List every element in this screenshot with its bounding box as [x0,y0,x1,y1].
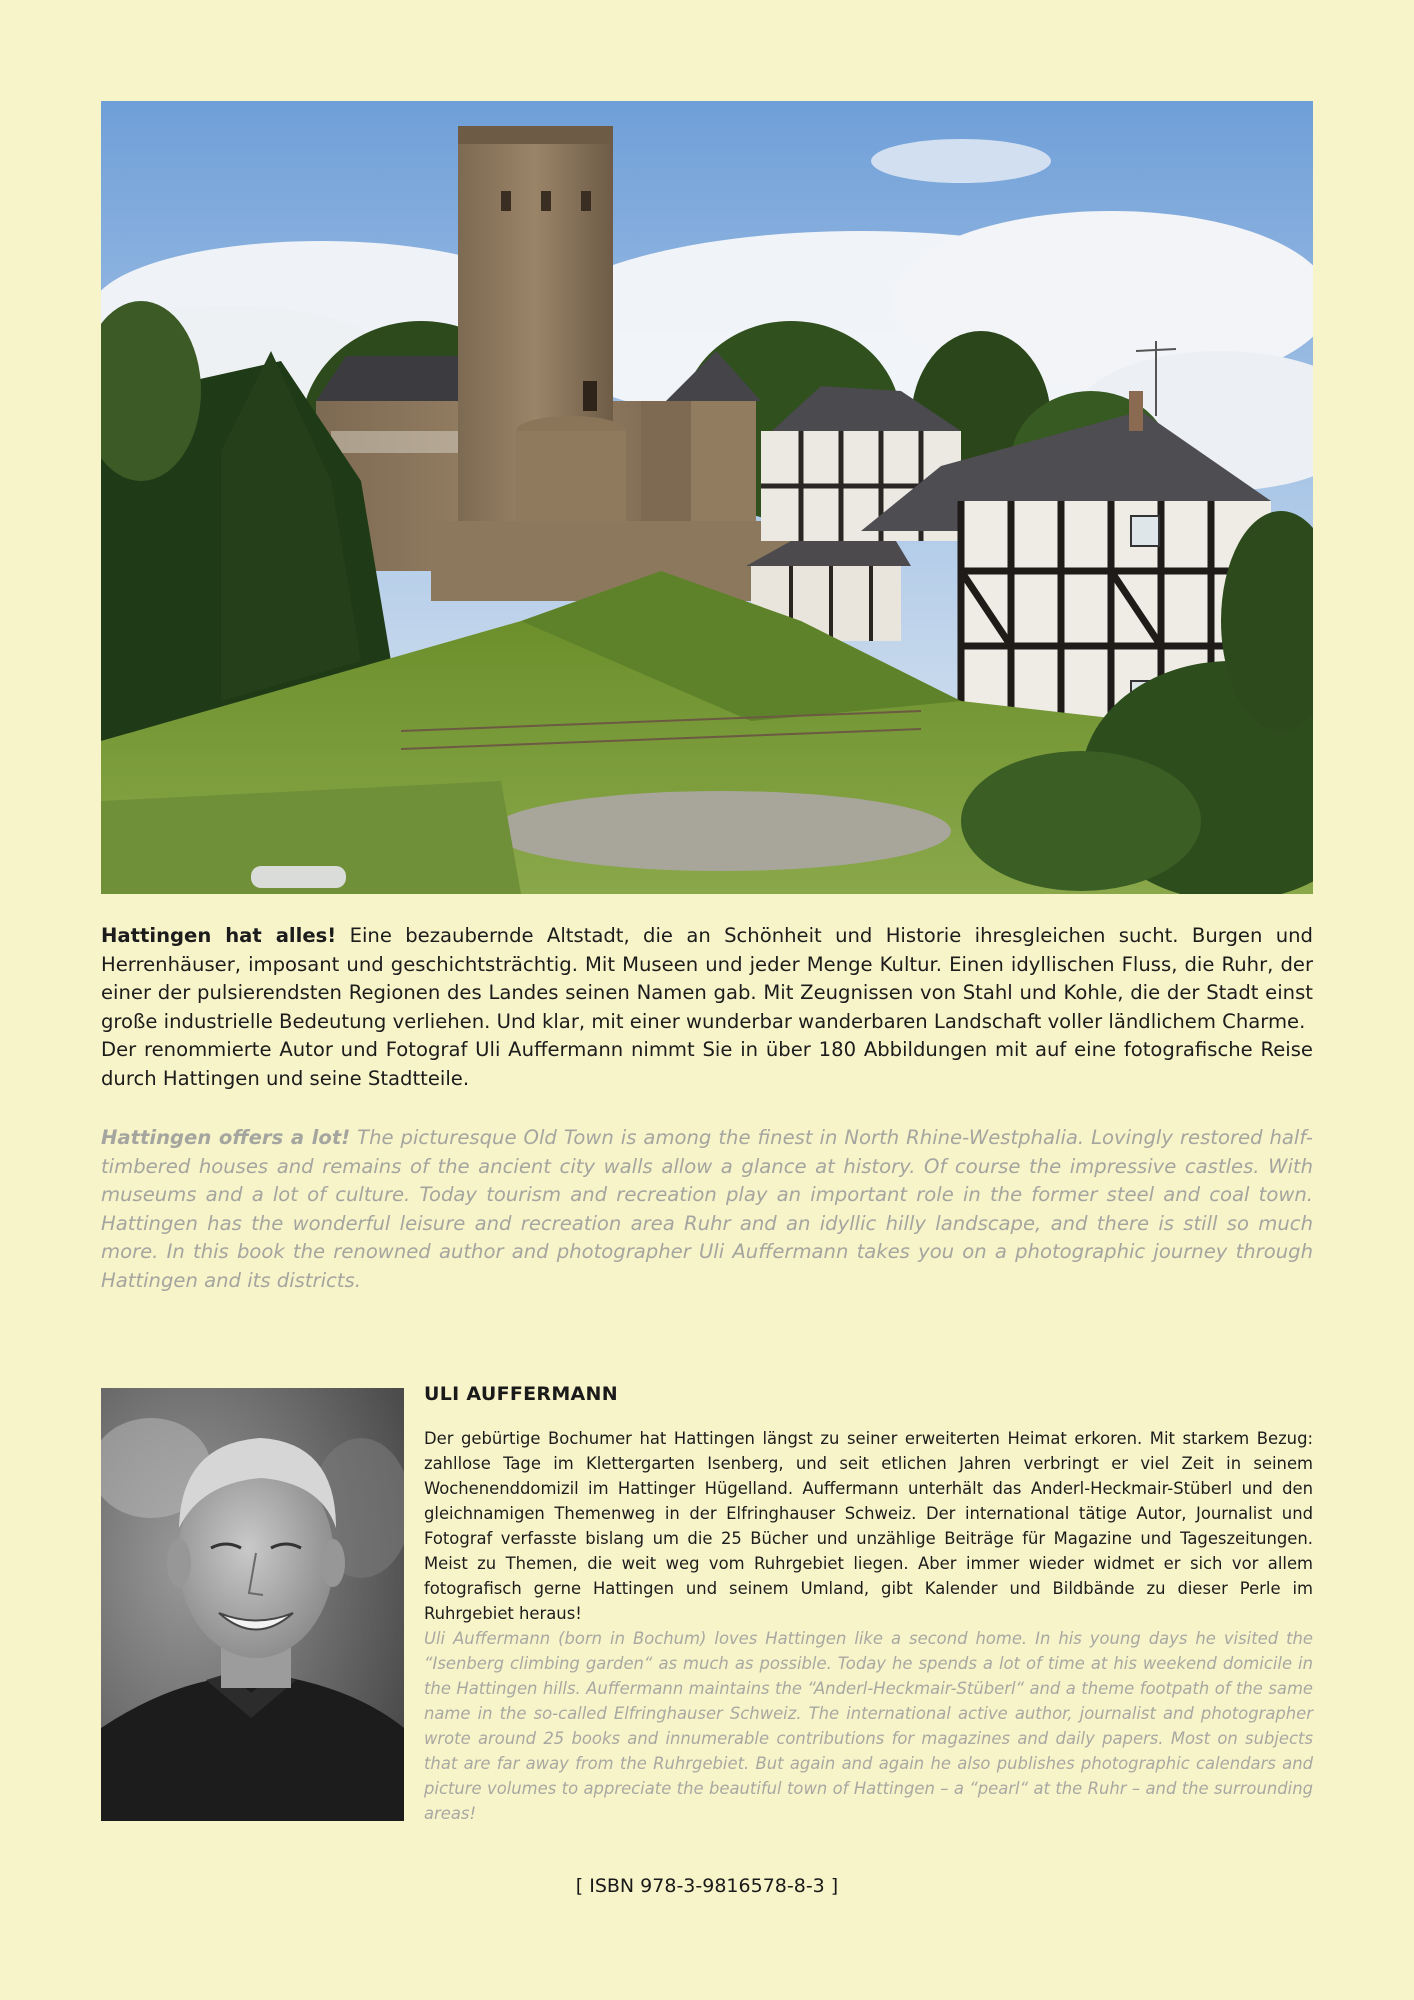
author-name: ULI AUFFERMANN [424,1383,618,1405]
isbn: [ ISBN 978-3-9816578-8-3 ] [575,1875,839,1897]
intro-english-lead: Hattingen offers a lot! [101,1126,351,1149]
intro-german-lead: Hattingen hat alles! [101,924,337,947]
author-portrait-illustration [101,1388,404,1821]
author-portrait [101,1388,404,1821]
author-bio-german [424,1426,1313,1626]
hero-photo-castle [101,101,1313,894]
intro-english-body: The picturesque Old Town is among the finest in North Rhine-Westphalia. Lovingly restored half-timbered houses and remains of the ancient city walls allow a glance at history. Of course the impressive castles. With museums and a lot of culture. Today tourism and recreation play an important role in the former steel and coal town. Hattingen has the wonderful leisure and recreation area Ruhr and an idyllic hilly landscape, and there is still so much more. In this book the renowned author and photographer Uli Auffermann takes you on a photographic journey through Hattingen and its districts. [101,1126,1313,1292]
intro-english [101,1124,1313,1295]
intro-german [101,922,1313,1093]
author-bio-english-text: Uli Auffermann (born in Bochum) loves Hattingen like a second home. In his young days he visited the “Isenberg climbing garden“ as much as possible. Today he spends a lot of time at his weekend domicile in the Hattingen hills. Auffermann maintains the “Anderl-Heckmair-Stüberl“ and a theme footpath of the same name in the so-called Elfringhauser Schweiz. The international active author, journalist and photographer wrote around 25 books and innumerable contributions for magazines and daily papers. Most on subjects that are far away from the Ruhrgebiet. But again and again he also publishes photographic calendars and picture volumes to appreciate the beautiful town of Hattingen – a “pearl“ at the Ruhr – and the surrounding areas! [424,1629,1313,1823]
author-bio-english [424,1626,1313,1826]
intro-german-body2: Der renommierte Autor und Fotograf Uli Auffermann nimmt Sie in über 180 Abbildungen mit auf eine fotografische Reise durch Hattingen und seine Stadtteile. [101,1038,1313,1090]
castle-illustration [101,101,1313,894]
author-bio-german-text: Der gebürtige Bochumer hat Hattingen längst zu seiner erweiterten Heimat erkoren. Mit starkem Bezug: zahllose Tage im Klettergarten Isenberg, und seit etlichen Jahren verbringt er viel Zeit in seinem Wochenenddomizil im Hattinger Hügelland. Auffermann unterhält das Anderl-Heckmair-Stüberl und den gleichnamigen Themenweg in der Elfringhauser Schweiz. Der international tätige Autor, Journalist und Fotograf verfasste bislang um die 25 Bücher und unzählige Beiträge für Magazine und Tageszeitungen. Meist zu Themen, die weit weg vom Ruhrgebiet liegen. Aber immer wieder widmet er sich vor allem fotografisch gerne Hattingen und seinem Umland, gibt Kalender und Bildbände zu dieser Perle im Ruhrgebiet heraus! [424,1429,1313,1623]
intro-german-body: Eine bezaubernde Altstadt, die an Schönheit und Historie ihresgleichen sucht. Burgen und Herrenhäuser, imposant und geschichtsträchtig. Mit Museen und jeder Menge Kultur. Einen idyllischen Fluss, die Ruhr, der einer der pulsierendsten Regionen des Landes seinen Namen gab. Mit Zeugnissen von Stahl und Kohle, die der Stadt einst große industrielle Bedeutung verliehen. Und klar, mit einer wunderbar wanderbaren Landschaft voller ländlichem Charme. [101,924,1313,1033]
